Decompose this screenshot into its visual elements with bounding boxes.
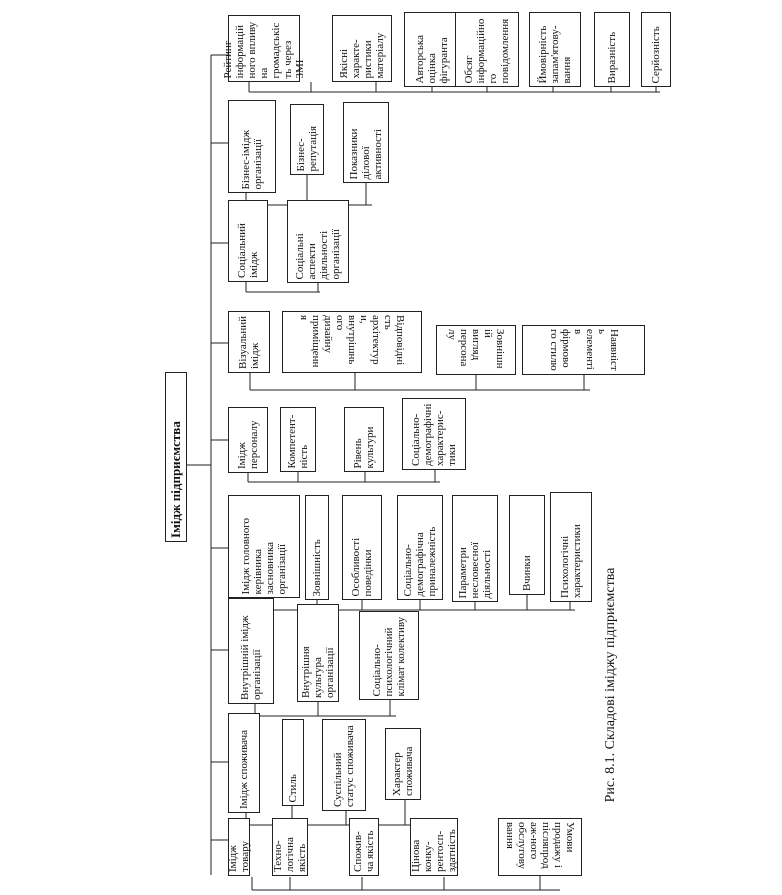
sales-terms-node: [498, 818, 582, 876]
consumer-image-label: Імідж споживача: [238, 729, 250, 809]
psych-characteristics-label: Психологічні характеристики: [559, 524, 583, 598]
deeds-label: Вчинки: [521, 555, 533, 591]
business-activity-node: [343, 102, 389, 183]
internal-image-label: Внутрішній імідж організації: [239, 615, 263, 700]
competence-node: [280, 407, 316, 472]
behavior-label: Особливості поведінки: [350, 537, 374, 596]
expressiveness-label: Виразність: [606, 31, 618, 83]
expressiveness-node: [594, 12, 630, 87]
culture-level-node: [344, 407, 384, 472]
tech-quality-node: [272, 818, 308, 876]
behavior-node: [342, 495, 382, 600]
consumer-character-label: Характер споживача: [391, 746, 415, 796]
tech-quality-label: Техно-логічна якість: [272, 837, 308, 872]
internal-image-node: [228, 598, 274, 704]
social-status-node: [322, 719, 366, 811]
interior-design-node: [282, 311, 422, 373]
social-image-node: [228, 200, 268, 282]
business-image-node: [228, 100, 276, 193]
author-assessment-label: Авторська оцінка фігуранта: [414, 34, 450, 83]
memorability-label: Ймовірність запам'ятову-вання: [537, 25, 573, 83]
seriousness-label: Серйозність: [650, 25, 662, 83]
memorability-node: [529, 12, 581, 87]
media-rating-node: [222, 15, 306, 82]
consumer-image-node: [228, 713, 260, 813]
leader-image-label: Імідж головного керівника засновника організації: [240, 517, 288, 594]
staff-demographic-label: Соціально-демографічні характерис-тики: [410, 403, 458, 466]
style-label: Стиль: [287, 773, 299, 802]
staff-appearance-node: [436, 325, 516, 375]
root-node: [165, 372, 187, 542]
product-image-node: [228, 818, 250, 876]
social-aspects-label: Соціальні аспекти діяльності організації: [294, 228, 342, 279]
figure-caption: [596, 540, 626, 830]
leader-image-node: [228, 495, 300, 598]
sales-terms-label: Умови продажу і післяпродаж-ного обслуговування: [504, 822, 576, 870]
info-volume-node: [455, 12, 519, 87]
deeds-node: [509, 495, 545, 595]
social-climate-node: [359, 611, 419, 700]
appearance-node: [305, 495, 329, 600]
corporate-style-label: Наявність елементів фірмового стилю: [547, 329, 620, 371]
consumer-character-node: [385, 728, 421, 800]
internal-culture-node: [297, 604, 339, 702]
material-quality-node: [332, 15, 392, 82]
social-climate-label: Соціально-психологічний клімат колективу: [371, 616, 407, 696]
staff-appearance-label: Зовнішній вигляд персоналу: [446, 329, 506, 369]
demographic-label: Соціально-демографічна приналежність: [402, 526, 438, 596]
material-quality-label: Якісні характе-ристики матеріалу: [338, 32, 386, 78]
corporate-style-node: [522, 325, 645, 375]
style-node: [282, 719, 304, 806]
visual-image-node: [228, 311, 270, 373]
consumer-quality-label: Спожив-ча якість: [352, 830, 376, 872]
nonverbal-label: Параметри несловесної діяльності: [457, 541, 493, 598]
culture-level-label: Рівень культури: [352, 426, 376, 468]
business-reputation-label: Бізнес-репутація: [295, 125, 319, 171]
staff-demographic-node: [402, 398, 466, 470]
staff-image-node: [228, 407, 268, 473]
product-image-label: Імідж товару: [227, 841, 251, 872]
consumer-quality-node: [349, 818, 379, 876]
social-status-label: Суспільний статус споживача: [332, 725, 356, 807]
social-image-label: Соціальний імідж: [236, 223, 260, 278]
psych-characteristics-node: [550, 492, 592, 602]
root-label: Імідж підприємства: [168, 421, 183, 538]
figure-caption-text: Рис. 8.1. Складові іміджу підприємства: [603, 567, 618, 803]
business-image-label: Бізнес-імідж організації: [240, 129, 264, 189]
appearance-label: Зовнішність: [311, 538, 323, 596]
price-competitiveness-node: [410, 818, 458, 876]
social-aspects-node: [287, 200, 349, 283]
business-activity-label: Показники ділової активності: [348, 128, 384, 179]
business-reputation-node: [290, 104, 324, 175]
price-competitiveness-label: Цінова конку-рентосп-здатність: [410, 829, 458, 872]
info-volume-label: Обсяг інформаційного повідомлення: [463, 18, 511, 83]
author-assessment-node: [404, 12, 460, 87]
internal-culture-label: Внутрішня культура організації: [300, 646, 336, 698]
media-rating-label: Рейтинг інформаційного впливу на громадськість через ЗМІ: [222, 21, 306, 78]
visual-image-label: Візуальний імідж: [237, 315, 261, 369]
demographic-node: [397, 495, 443, 600]
seriousness-node: [641, 12, 671, 87]
interior-design-label: Відповідність архітектури, внутрішнього дизайну приміщення: [298, 315, 406, 368]
staff-image-label: Імідж персоналу: [236, 420, 260, 469]
competence-label: Компетент-ність: [286, 414, 310, 468]
nonverbal-node: [452, 495, 498, 602]
